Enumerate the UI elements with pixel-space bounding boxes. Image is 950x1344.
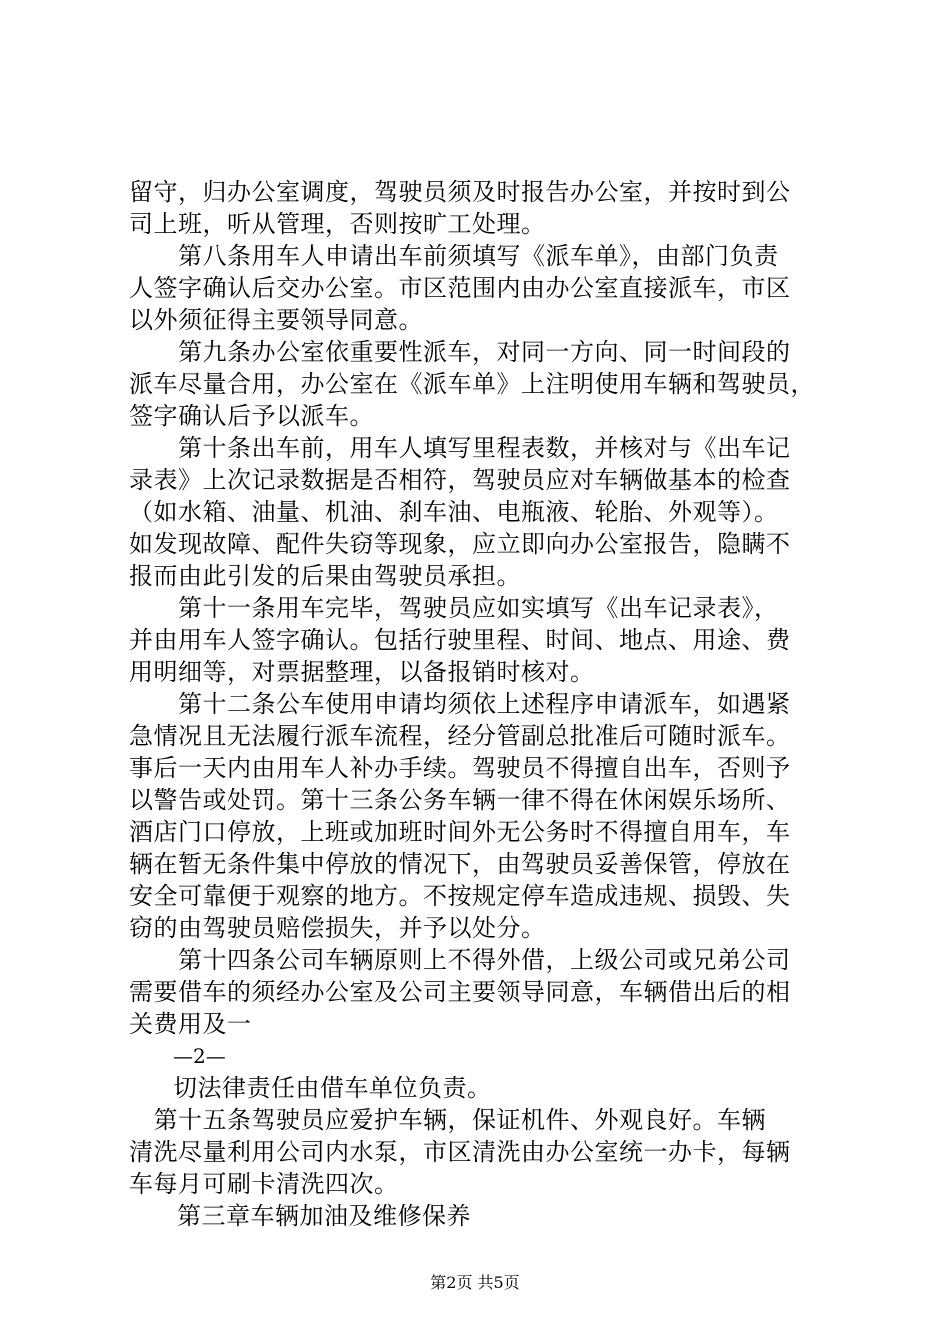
text-line: 派车尽量合用，办公室在《派车单》上注明使用车辆和驾驶员， — [129, 370, 815, 398]
text-line: 第十条出车前，用车人填写里程表数，并核对与《出车记 — [129, 434, 791, 462]
text-line: 第九条办公室依重要性派车，对同一方向、同一时间段的 — [129, 338, 791, 366]
page-footer: 第2页 共5页 — [430, 1273, 520, 1292]
text-line: （如水箱、油量、机油、刹车油、电瓶液、轮胎、外观等）。 — [129, 498, 779, 526]
text-line: 用明细等，对票据整理，以备报销时核对。 — [129, 658, 595, 686]
section-heading: 第三章车辆加油及维修保养 — [177, 1202, 471, 1230]
text-line: 录表》上次记录数据是否相符，驾驶员应对车辆做基本的检查 — [129, 466, 791, 494]
text-line: 第十四条公司车辆原则上不得外借，上级公司或兄弟公司 — [129, 946, 791, 974]
text-line: 急情况且无法履行派车流程，经分管副总批准后可随时派车。 — [129, 722, 791, 750]
text-line: 并由用车人签字确认。包括行驶里程、时间、地点、用途、费 — [129, 626, 791, 654]
text-line: 人签字确认后交办公室。市区范围内由办公室直接派车，市区 — [129, 274, 791, 302]
text-line: 需要借车的须经办公室及公司主要领导同意，车辆借出后的相 — [129, 978, 791, 1006]
text-line: 车每月可刷卡清洗四次。 — [129, 1170, 399, 1198]
text-line: 事后一天内由用车人补办手续。驾驶员不得擅自出车，否则予 — [129, 754, 791, 782]
text-line: 安全可靠便于观察的地方。不按规定停车造成违规、损毁、失 — [129, 882, 791, 910]
text-line: 如发现故障、配件失窃等现象，应立即向办公室报告，隐瞒不 — [129, 530, 791, 558]
text-line: 司上班，听从管理，否则按旷工处理。 — [129, 210, 546, 238]
text-line: 酒店门口停放，上班或加班时间外无公务时不得擅自用车，车 — [129, 818, 791, 846]
text-line: 第十二条公车使用申请均须依上述程序申请派车，如遇紧 — [129, 690, 791, 718]
text-line: 窃的由驾驶员赔偿损失，并予以处分。 — [129, 914, 546, 942]
text-line: 第十五条驾驶员应爱护车辆，保证机件、外观良好。车辆 — [129, 1106, 766, 1134]
text-line: 以警告或处罚。第十三条公务车辆一律不得在休闲娱乐场所、 — [129, 786, 791, 814]
text-line: 关费用及一 — [129, 1010, 252, 1038]
text-line: 切法律责任由借车单位负责。 — [173, 1074, 492, 1102]
inline-page-marker: —2— — [173, 1044, 226, 1068]
text-line: 报而由此引发的后果由驾驶员承担。 — [129, 562, 521, 590]
text-line: 以外须征得主要领导同意。 — [129, 306, 423, 334]
text-line: 签字确认后予以派车。 — [129, 402, 374, 430]
text-line: 第八条用车人申请出车前须填写《派车单》，由部门负责 — [129, 242, 779, 270]
text-line: 辆在暂无条件集中停放的情况下，由驾驶员妥善保管，停放在 — [129, 850, 791, 878]
text-line: 第十一条用车完毕，驾驶员应如实填写《出车记录表》， — [129, 594, 779, 622]
text-line: 留守，归办公室调度，驾驶员须及时报告办公室，并按时到公 — [129, 178, 791, 206]
text-line: 清洗尽量利用公司内水泵，市区清洗由办公室统一办卡，每辆 — [129, 1138, 791, 1166]
